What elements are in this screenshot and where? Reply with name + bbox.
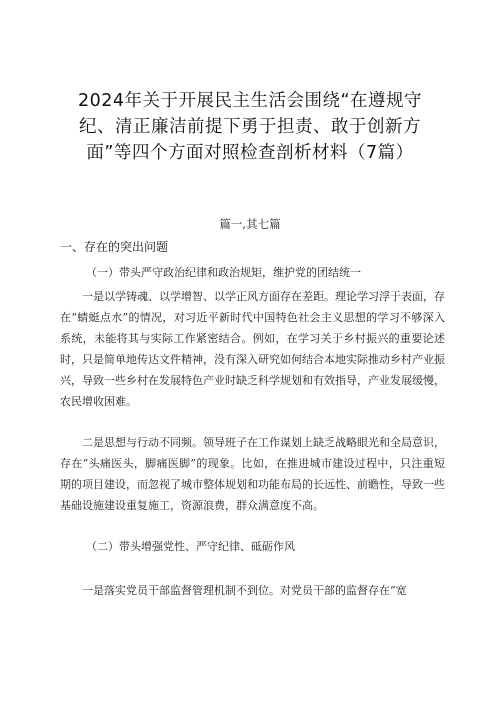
paragraph-2 bbox=[60, 432, 445, 516]
section-heading: 一、存在的突出问题 bbox=[60, 240, 169, 254]
paragraph-2-text: 二是思想与行动不同频。领导班子在工作谋划上缺乏战略眼光和全局意识，存在“头痛医头，脚痛医脚”的现象。比如，在推进城市建设过程中，只注重短期的项目建设，而忽视了城市整体规划和功能布局的长远性、前瞻性，导致一些基础设施建设重复施工，资源浪费，群众满意度不高。 bbox=[60, 436, 445, 512]
document-title bbox=[50, 88, 450, 166]
paragraph-1 bbox=[60, 286, 445, 412]
paragraph-1-text: 一是以学铸魂、以学增智、以学正风方面存在差距。理论学习浮于表面，存在“蜻蜓点水”的情况，对习近平新时代中国特色社会主义思想的学习不够深入系统，未能将其与实际工作紧密结合。例如，在学习关于乡村振兴的重要论述时，只是简单地传达文件精神，没有深入研究如何结合本地实际推动乡村产业振兴，导致一些乡村在发展特色产业时缺乏科学规划和有效指导，产业发展缓慢，农民增收困难。 bbox=[60, 290, 445, 408]
subsection-heading-2: （二）带头增强党性、严守纪律、砥砺作风 bbox=[86, 540, 295, 553]
subsection-heading-1: （一）带头严守政治纪律和政治规矩，维护党的团结统一 bbox=[86, 266, 361, 279]
paragraph-3-text: 一是落实党员干部监督管理机制不到位。对党员干部的监督存在“宽 bbox=[82, 584, 407, 597]
title-line-1: 2024年关于开展民主生活会围绕“在遵规守 bbox=[77, 91, 423, 111]
title-line-3: 面”等四个方面对照检查剖析材料（7篇） bbox=[86, 143, 414, 163]
paragraph-3 bbox=[60, 580, 445, 601]
document-subtitle: 篇一,其七篇 bbox=[219, 217, 281, 231]
title-line-2: 纪、清正廉洁前提下勇于担责、敢于创新方 bbox=[79, 117, 421, 137]
